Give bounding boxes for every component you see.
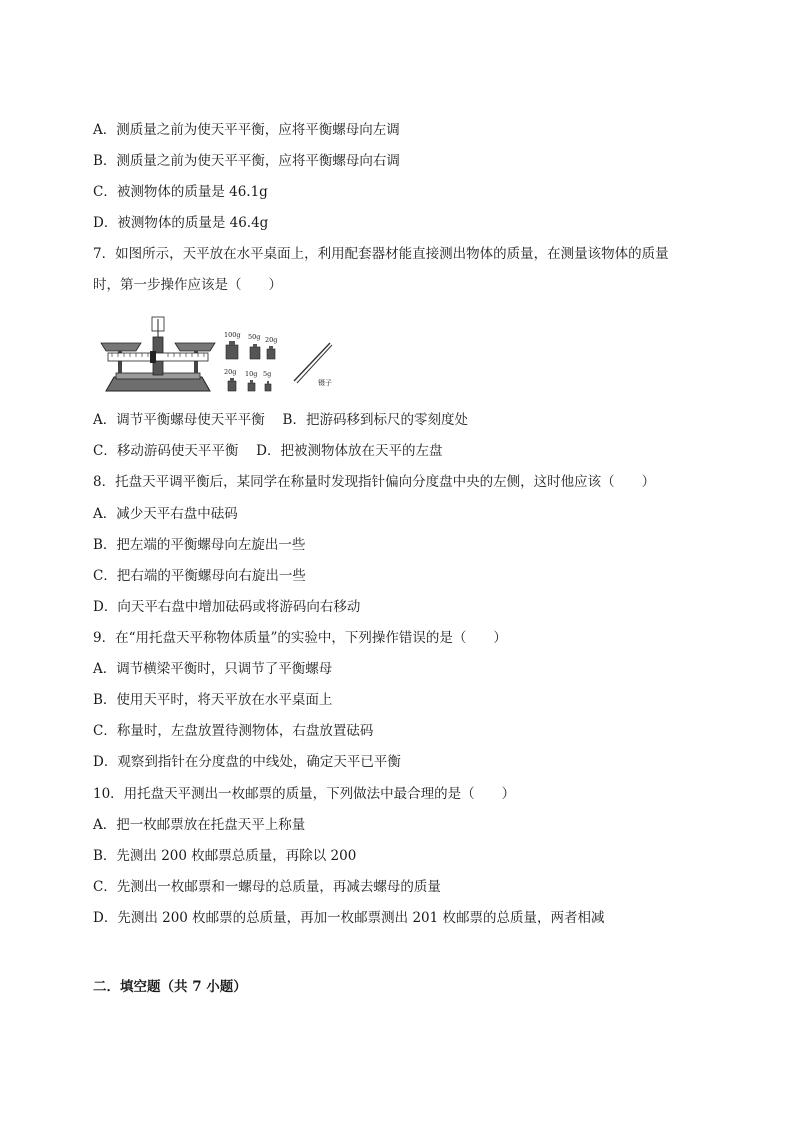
question-9-option-a: A．调节横梁平衡时，只调节了平衡螺母 bbox=[93, 661, 333, 677]
weight-label-5g: 5g bbox=[263, 370, 272, 378]
question-8-stem: 8．托盘天平调平衡后，某同学在称量时发现指针偏向分度盘中央的左侧，这时他应该（ ） bbox=[93, 474, 656, 490]
question-7-line1: 7．如图所示，天平放在水平桌面上，利用配套器材能直接测出物体的质量，在测量该物体的质量 bbox=[93, 246, 669, 262]
line-6b: B．测质量之前为使天平平衡，应将平衡螺母向右调 bbox=[93, 153, 400, 169]
balance-scale-icon bbox=[101, 317, 215, 391]
weight-label-50g: 50g bbox=[248, 333, 261, 341]
section-title: 二．填空题（共 7 小题） bbox=[93, 979, 247, 995]
weight-label-100g: 100g bbox=[224, 331, 241, 339]
question-9-stem: 9．在“用托盘天平称物体质量”的实验中，下列操作错误的是（ ） bbox=[93, 630, 507, 646]
question-10-option-b: B．先测出 200 枚邮票总质量，再除以 200 bbox=[93, 848, 357, 864]
question-8-option-c: C．把右端的平衡螺母向右旋出一些 bbox=[93, 568, 306, 584]
weight-label-20g-top: 20g bbox=[265, 336, 278, 344]
line-6c: C．被测物体的质量是 46.1g bbox=[93, 184, 268, 200]
question-9-option-d: D．观察到指针在分度盘的中线处，确定天平已平衡 bbox=[93, 754, 401, 770]
balance-figure bbox=[98, 313, 358, 395]
question-9-option-b: B．使用天平时，将天平放在水平桌面上 bbox=[93, 692, 333, 708]
question-8-option-a: A．减少天平右盘中砝码 bbox=[93, 506, 238, 522]
question-8-option-b: B．把左端的平衡螺母向左旋出一些 bbox=[93, 537, 306, 553]
line-6d: D．被测物体的质量是 46.4g bbox=[93, 215, 269, 231]
question-10-option-a: A．把一枚邮票放在托盘天平上称量 bbox=[93, 817, 306, 833]
question-9-option-c: C．称量时，左盘放置待测物体，右盘放置砝码 bbox=[93, 723, 374, 739]
line-6a: A．测质量之前为使天平平衡，应将平衡螺母向左调 bbox=[93, 122, 400, 138]
question-10-stem: 10．用托盘天平测出一枚邮票的质量，下列做法中最合理的是（ ） bbox=[93, 786, 516, 802]
question-7-option-ab: A．调节平衡螺母使天平平衡 B．把游码移到标尺的零刻度处 bbox=[93, 412, 468, 428]
weights-icon bbox=[224, 331, 277, 391]
weight-label-10g: 10g bbox=[245, 370, 258, 378]
question-10-option-d: D．先测出 200 枚邮票的总质量，再加一枚邮票测出 201 枚邮票的总质量，两者相减 bbox=[93, 910, 605, 926]
question-10-option-c: C．先测出一枚邮票和一螺母的总质量，再减去螺母的质量 bbox=[93, 879, 441, 895]
tweezers-icon bbox=[294, 343, 332, 387]
question-7-line2: 时，第一步操作应该是（ ） bbox=[93, 277, 282, 293]
weight-label-20g-bottom: 20g bbox=[224, 368, 237, 376]
question-7-option-cd: C．移动游码使天平平衡 D．把被测物体放在天平的左盘 bbox=[93, 443, 443, 459]
tweezers-label: 镊子 bbox=[318, 379, 332, 387]
question-8-option-d: D．向天平右盘中增加砝码或将游码向右移动 bbox=[93, 599, 361, 615]
